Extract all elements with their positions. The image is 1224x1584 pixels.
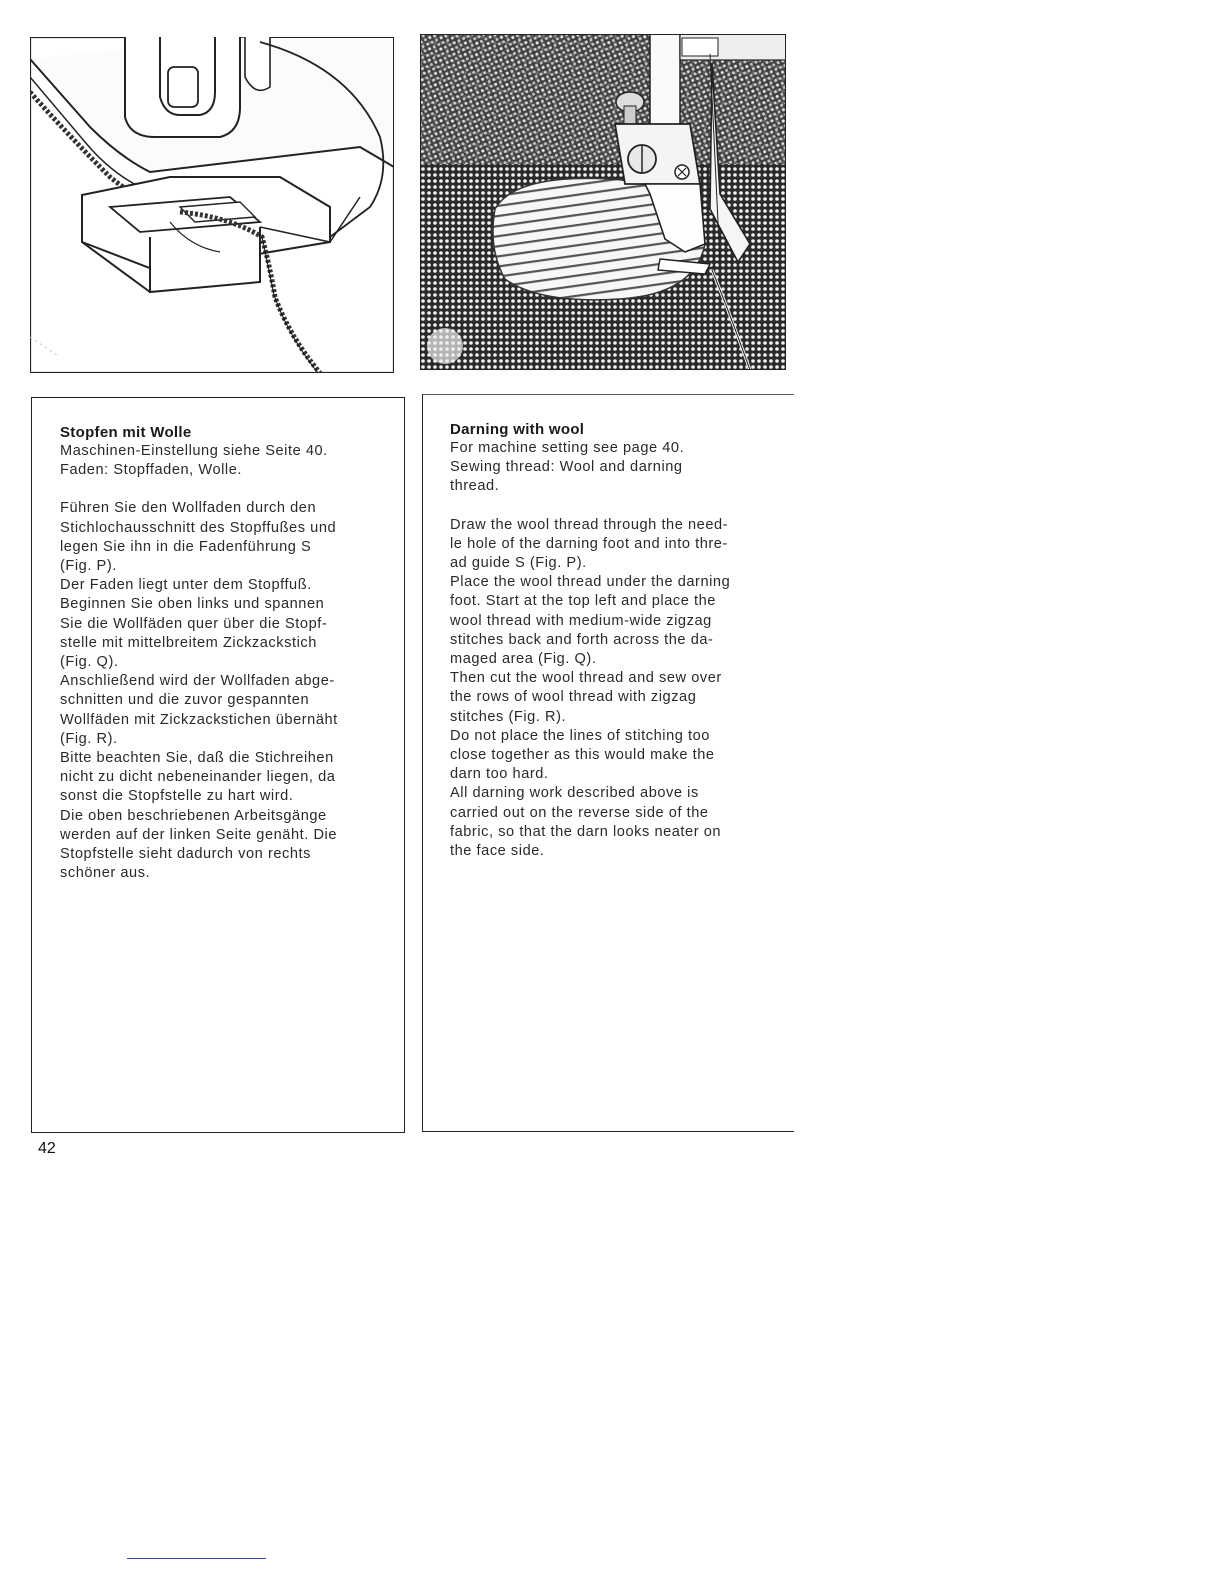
figure-p-darning-foot-illustration	[30, 37, 394, 373]
figure-darning-photo	[420, 34, 786, 370]
german-body-line: Führen Sie den Wollfaden durch den	[60, 500, 317, 517]
english-body-line: the rows of wool thread with zigzag	[450, 689, 697, 706]
english-body-line: carried out on the reverse side of the	[450, 804, 709, 821]
english-body-line: Then cut the wool thread and sew over	[450, 670, 722, 687]
german-body-line: Der Faden liegt unter dem Stopffuß.	[60, 577, 312, 594]
german-body-line: Sie die Wollfäden quer über die Stopf-	[60, 615, 328, 632]
english-text-content	[450, 420, 730, 861]
german-body-line: legen Sie ihn in die Fadenführung S	[60, 538, 312, 555]
german-body-line: Beginnen Sie oben links und spannen	[60, 596, 325, 613]
german-body-line: stelle mit mittelbreitem Zickzackstich	[60, 634, 317, 651]
german-body-line: sonst die Stopfstelle zu hart wird.	[60, 788, 294, 805]
german-body-line: werden auf der linken Seite genäht. Die	[60, 826, 338, 843]
german-text-content	[60, 423, 338, 883]
english-heading: Darning with wool	[450, 421, 585, 438]
english-body-line: the face side.	[450, 843, 545, 860]
english-body-line: stitches (Fig. R).	[450, 708, 567, 725]
german-body-line: schöner aus.	[60, 865, 151, 882]
german-body-line: Die oben beschriebenen Arbeitsgänge	[60, 807, 327, 824]
german-intro-line: Maschinen-Einstellung siehe Seite 40.	[60, 443, 328, 459]
paragraph-gap	[60, 480, 338, 499]
german-body-line: (Fig. R).	[60, 730, 118, 747]
english-body-line: close together as this would make the	[450, 747, 715, 764]
english-body-line: le hole of the darning foot and into thre-	[450, 535, 728, 552]
paragraph-gap	[450, 497, 730, 516]
german-body-line: Stichlochausschnitt des Stopffußes und	[60, 519, 337, 536]
english-body-line: Place the wool thread under the darning	[450, 574, 731, 591]
english-body-line: Draw the wool thread through the need-	[450, 516, 729, 533]
english-body-line: darn too hard.	[450, 766, 549, 783]
english-body-line: All darning work described above is	[450, 785, 699, 802]
darning-photo-drawing	[420, 34, 786, 370]
german-heading: Stopfen mit Wolle	[60, 424, 192, 441]
english-body-line: maged area (Fig. Q).	[450, 651, 597, 668]
german-body-line: (Fig. Q).	[60, 654, 119, 671]
english-intro-line: For machine setting see page 40.	[450, 440, 685, 456]
english-body-line: foot. Start at the top left and place the	[450, 593, 716, 610]
english-intro-line: thread.	[450, 478, 500, 495]
german-body-line: Stopfstelle sieht dadurch von rechts	[60, 846, 311, 863]
darning-foot-drawing	[30, 37, 394, 373]
page-number: 42	[38, 1140, 56, 1157]
german-body-line: (Fig. P).	[60, 558, 117, 575]
english-intro-line: Sewing thread: Wool and darning	[450, 459, 683, 476]
german-body-line: nicht zu dicht nebeneinander liegen, da	[60, 769, 336, 786]
english-body-line: wool thread with medium-wide zigzag	[450, 612, 712, 629]
footer-rule	[127, 1558, 266, 1559]
english-body-line: fabric, so that the darn looks neater on	[450, 823, 722, 840]
german-body-line: Anschließend wird der Wollfaden abge-	[60, 673, 335, 690]
english-body-line: Do not place the lines of stitching too	[450, 727, 710, 744]
german-body-line: Wollfäden mit Zickzackstichen übernäht	[60, 711, 338, 728]
german-intro-line: Faden: Stopffaden, Wolle.	[60, 462, 242, 479]
english-body-line: stitches back and forth across the da-	[450, 631, 714, 648]
english-body-line: ad guide S (Fig. P).	[450, 555, 587, 572]
german-body-line: Bitte beachten Sie, daß die Stichreihen	[60, 750, 334, 767]
german-body-line: schnitten und die zuvor gespannten	[60, 692, 310, 709]
